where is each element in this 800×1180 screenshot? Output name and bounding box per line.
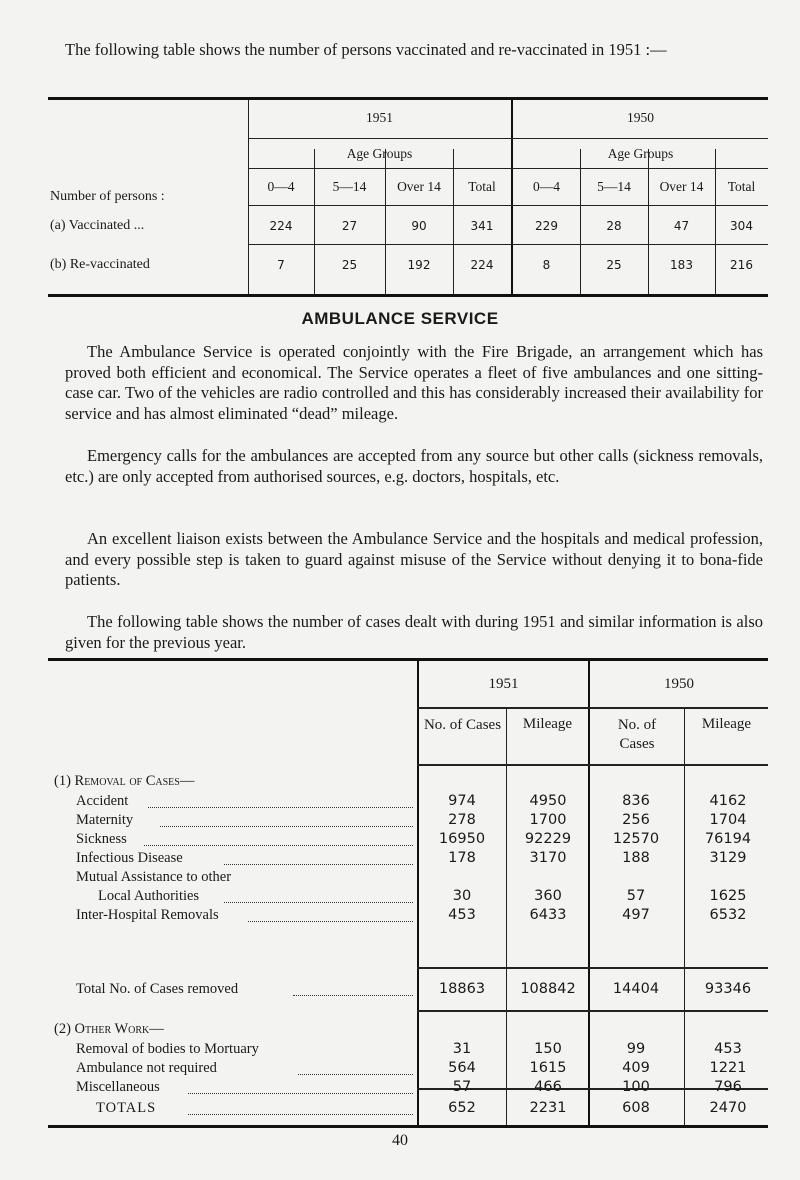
table-cell: 31 (452, 1041, 472, 1057)
paragraph: An excellent liaison exists between the Ambulance Service and the hospitals and medical profession, and every possible step is taken to guard against misuse of the Service without denying it to bona-fide patients. (65, 529, 763, 589)
vacc-age-groups-1951: Age Groups (346, 146, 413, 161)
table-cell: 608 (622, 1100, 650, 1116)
col-5-14: 5—14 (597, 179, 631, 194)
section-other-work: (2) Other Work— (54, 1021, 164, 1037)
table-cell: 1704 (709, 812, 747, 828)
row-label-total: Total No. of Cases removed (76, 981, 239, 997)
row-label-vaccinated: (a) Vaccinated ... (50, 218, 145, 233)
col-over-14: Over 14 (659, 179, 704, 194)
row-header: Number of persons : (50, 189, 165, 204)
row-label: Removal of bodies to Mortuary (76, 1041, 259, 1057)
table-cell: 76194 (704, 831, 752, 847)
table-cell: 30 (452, 888, 472, 904)
table-cell: 497 (622, 907, 650, 923)
vacc-year-1951: 1951 (366, 110, 393, 125)
table-cell: 564 (448, 1060, 476, 1076)
table-cell: 57 (452, 1079, 472, 1095)
table-cell: 341 (470, 219, 494, 233)
table-cell: 25 (341, 258, 358, 272)
paragraph: The following table shows the number of cases dealt with during 1951 and similar information is also given for the previous year. (65, 612, 763, 652)
table-cell: 90 (411, 219, 427, 233)
table-cell: 796 (714, 1079, 742, 1095)
table-cell: 8 (542, 258, 551, 272)
table-cell: 57 (626, 888, 646, 904)
table-cell: 188 (622, 850, 650, 866)
row-label-revaccinated: (b) Re-vaccinated (50, 257, 150, 272)
col-total: Total (727, 179, 756, 194)
paragraph: Emergency calls for the ambulances are accepted from any source but other calls (sickness removals, etc.) are only accepted from authorised sources, e.g. doctors, hospitals, etc. (65, 446, 763, 486)
table-cell: 256 (622, 812, 650, 828)
row-label: Inter-Hospital Removals (76, 907, 219, 923)
row-label: Maternity (76, 812, 134, 828)
table-rule-bottom (48, 294, 768, 297)
table-cell: 14404 (612, 981, 660, 997)
amb-year-1951: 1951 (488, 676, 519, 692)
ambulance-table (48, 658, 768, 1128)
table-cell: 1625 (709, 888, 747, 904)
table-cell: 108842 (520, 981, 576, 997)
col-5-14: 5—14 (332, 179, 367, 194)
table-cell: 18863 (438, 981, 486, 997)
table-rule-top (48, 658, 768, 661)
row-label-mutual: Mutual Assistance to other (76, 869, 232, 885)
vaccination-table (48, 97, 768, 297)
vacc-year-1950: 1950 (627, 110, 654, 125)
table-cell: 12570 (612, 831, 660, 847)
table-cell: 2470 (709, 1100, 747, 1116)
row-label: Sickness (76, 831, 127, 847)
table-cell: 278 (448, 812, 476, 828)
col-0-4: 0—4 (267, 179, 295, 194)
table-cell: 3129 (709, 850, 747, 866)
row-label: Ambulance not required (76, 1060, 217, 1076)
table-cell: 216 (730, 258, 753, 272)
col-over-14: Over 14 (397, 179, 441, 194)
row-label-totals: TOTALS (96, 1100, 157, 1116)
col-no-of-cases: No. of Cases (617, 717, 657, 752)
paragraph: The Ambulance Service is operated conjointly with the Fire Brigade, an arrangement which has proved both efficient and economical. The Service operates a fleet of five ambulances and one sitting-case car. Two of the vehicles are radio controlled and this has considerably increased their availability for service and has almost eliminated “dead” mileage. (65, 342, 763, 423)
intro-text: The following table shows the number of persons vaccinated and re-vaccinated in 1951 :— (65, 40, 667, 59)
table-cell: 466 (534, 1079, 562, 1095)
col-no-of-cases: No. of Cases (423, 717, 502, 733)
table-cell: 652 (448, 1100, 476, 1116)
col-0-4: 0—4 (533, 179, 560, 194)
table-cell: 47 (673, 219, 690, 233)
table-rule-bottom (48, 1125, 768, 1128)
table-cell: 304 (730, 219, 753, 233)
table-cell: 224 (269, 219, 293, 233)
table-cell: 92229 (524, 831, 572, 847)
amb-year-1950: 1950 (664, 676, 694, 692)
table-cell: 360 (534, 888, 562, 904)
table-cell: 453 (448, 907, 476, 923)
row-label-mutual: Local Authorities (98, 888, 200, 904)
col-mileage: Mileage (701, 716, 752, 732)
col-total: Total (468, 179, 496, 194)
vacc-age-groups-1950: Age Groups (607, 146, 674, 161)
table-rule-top (48, 97, 768, 100)
col-mileage: Mileage (522, 716, 573, 732)
table-cell: 150 (534, 1041, 562, 1057)
table-cell: 1700 (529, 812, 567, 828)
table-cell: 99 (626, 1041, 646, 1057)
table-cell: 6433 (529, 907, 567, 923)
table-cell: 100 (622, 1079, 650, 1095)
table-cell: 16950 (438, 831, 486, 847)
table-cell: 28 (606, 219, 622, 233)
section-heading: AMBULANCE SERVICE (301, 309, 499, 328)
table-cell: 1221 (709, 1060, 747, 1076)
table-cell: 229 (535, 219, 558, 233)
page-number: 40 (392, 1132, 408, 1149)
row-label: Miscellaneous (76, 1079, 160, 1095)
table-cell: 1615 (529, 1060, 567, 1076)
table-cell: 25 (606, 258, 622, 272)
table-cell: 7 (277, 258, 285, 272)
table-cell: 4950 (529, 793, 567, 809)
table-cell: 183 (670, 258, 693, 272)
table-cell: 2231 (529, 1100, 567, 1116)
table-cell: 3170 (529, 850, 567, 866)
table-cell: 192 (407, 258, 431, 272)
table-cell: 93346 (704, 981, 752, 997)
section-removal-of-cases: (1) Removal of Cases— (54, 773, 195, 789)
row-label: Infectious Disease (76, 850, 183, 866)
table-cell: 178 (448, 850, 476, 866)
table-cell: 409 (622, 1060, 650, 1076)
table-cell: 27 (341, 219, 358, 233)
table-cell: 453 (714, 1041, 742, 1057)
row-label: Accident (76, 793, 129, 809)
table-cell: 224 (470, 258, 494, 272)
table-cell: 974 (448, 793, 476, 809)
table-cell: 4162 (709, 793, 747, 809)
table-cell: 836 (622, 793, 650, 809)
table-cell: 6532 (709, 907, 747, 923)
